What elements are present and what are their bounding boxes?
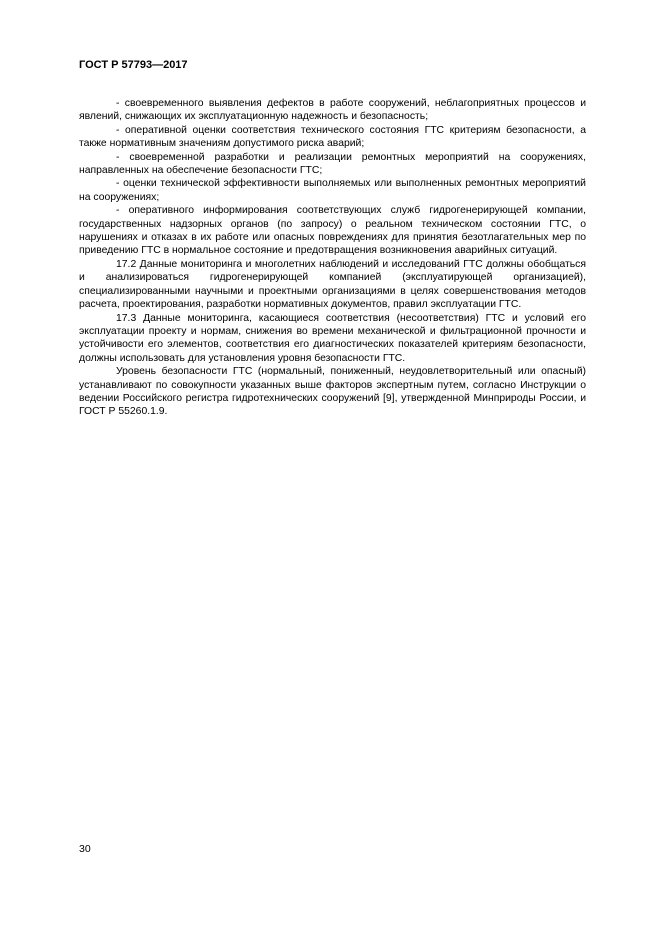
clause-17-2: 17.2 Данные мониторинга и многолетних наблюдений и исследований ГТС должны обобщаться и анализироваться гидрогенерирующей компанией (эксплуатирующей организацией), специализированными научными и проектными организациями в целях совершенствования методов расчета, проектирования, разработки нормативных документов, правил эксплуатации ГТС. (79, 258, 586, 311)
clause-17-3: 17.3 Данные мониторинга, касающиеся соответствия (несоответствия) ГТС и условий его эксплуатации проекту и нормам, снижения во времени механической и фильтрационной прочности и устойчивости его элементов, соответствия его диагностических показателей критериям безопасности, должны использовать для установления уровня безопасности ГТС. (79, 312, 586, 364)
list-item-efficiency: - оценки технической эффективности выполняемых или выполненных ремонтных мероприятий на сооружениях; (79, 178, 586, 203)
list-item-repairs: - своевременной разработки и реализации ремонтных мероприятий на сооружениях, направленных на обеспечение безопасности ГТС; (79, 151, 586, 177)
document-header: ГОСТ Р 57793—2017 (79, 59, 188, 71)
list-item-informing: - оперативного информирования соответствующих служб гидрогенерирующей компании, государственных надзорных органов (по запросу) о реальном техническом состоянии ГТС, о нарушениях и отказах в их работе или опасных повреждениях для принятия безотлагательных мер по приведению ГТС в нормальное состояние и предотвращения возникновения аварийных ситуаций. (79, 205, 586, 257)
page-number: 30 (79, 843, 91, 855)
list-item-assessment: - оперативной оценки соответствия технического состояния ГТС критериям безопасности, а также нормативным значениям допустимого риска аварий; (79, 124, 586, 150)
list-item-defects: - своевременного выявления дефектов в работе сооружений, неблагоприятных процессов и явлений, снижающих их эксплуатационную надежность и безопасность; (79, 98, 586, 123)
document-body (79, 97, 586, 419)
safety-level-paragraph: Уровень безопасности ГТС (нормальный, пониженный, неудовлетворительный или опасный) устанавливают по совокупности указанных выше факторов экспертным путем, согласно Инструкции о ведении Российского регистра гидротехнических сооружений [9], утвержденной Минприроды России, и ГОСТ Р 55260.1.9. (79, 366, 586, 418)
